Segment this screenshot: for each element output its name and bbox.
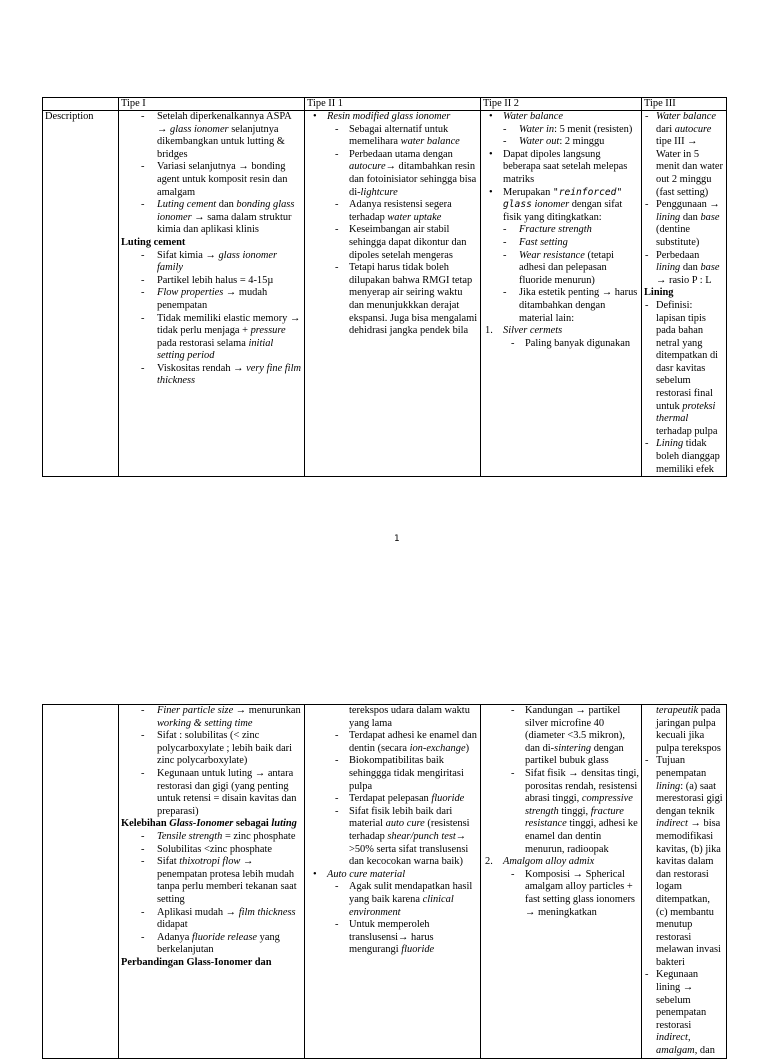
list-item: - Fast setting (483, 237, 639, 250)
list-item: - Kegunaan lining → sebelum penempatan restorasi indirect, amalgam, dan (644, 969, 724, 1057)
list-item: - Komposisi → Spherical amalgam alloy particles + fast setting glass ionomers → meningkatkan (483, 869, 639, 919)
tipe-i-cont-list (121, 705, 302, 969)
list-item: - Solubilitas <zinc phosphate (121, 844, 302, 857)
list-item: - Water balance dari autocure tipe III → Water in 5 menit dan water out 2 minggu (fast setting) (644, 111, 724, 199)
list-item: - Sebagai alternatif untuk memelihara water balance (307, 124, 478, 149)
list-item: - Sifat kimia → glass ionomer family (121, 250, 302, 275)
tipe-ii-1-list (307, 111, 478, 338)
list-item: - Biokompatibilitas baik sehinggga tidak mengiritasi pulpa (307, 755, 478, 793)
tipe-iii-cont-list (644, 705, 724, 1058)
row-label-empty (43, 705, 119, 1059)
list-item: - Paling banyak digunakan (483, 338, 639, 351)
tipe-ii-2-list (483, 111, 639, 350)
tipe-i-list (121, 111, 302, 388)
list-item: - Water in: 5 menit (resisten) (483, 124, 639, 137)
cell-tipe-ii-2-cont (481, 705, 642, 1059)
list-item: - Sifat : solubilitas (< zinc polycarboxylate ; lebih baik dari zinc polycarboxylate) (121, 730, 302, 768)
list-item: - Water out: 2 minggu (483, 136, 639, 149)
list-item: • Water balance (483, 111, 639, 124)
list-item: - Partikel lebih halus = 4-15µ (121, 275, 302, 288)
list-item: Luting cement (121, 236, 186, 248)
list-item: - Sifat thixotropi flow → penempatan protesa lebih mudah tanpa perlu memberi tekanan saat setting (121, 856, 302, 906)
header-tipe-ii-2: Tipe II 2 (481, 98, 642, 111)
list-item: - Tensile strength = zinc phosphate (121, 831, 302, 844)
cell-tipe-iii (642, 111, 727, 477)
cell-tipe-i-cont (119, 705, 305, 1059)
header-tipe-ii-1: Tipe II 1 (305, 98, 481, 111)
list-item: - Keseimbangan air stabil sehingga dapat dikontur dan dipoles setelah mengeras (307, 224, 478, 262)
list-item: Lining (644, 287, 674, 299)
list-item: - Kegunaan untuk luting → antara restorasi dan gigi (yang penting untuk retensi = disain kavitas dan preparasi) (121, 768, 302, 818)
list-item: - Perbedaan utama dengan autocure→ ditambahkan resin dan fotoinisiator sehingga bisa di-lightcure (307, 149, 478, 199)
list-item: - Variasi selanjutnya → bonding agent untuk komposit resin dan amalgam (121, 161, 302, 199)
list-item: - Terdapat adhesi ke enamel dan dentin (secara ion-exchange) (307, 730, 478, 755)
page-number: 1 (394, 534, 400, 544)
list-item: - Untuk memperoleh translusensi→ harus mengurangi fluoride (307, 919, 478, 957)
list-item: - Setelah diperkenalkannya ASPA → glass ionomer selanjutnya dikembangkan untuk lutting & bridges (121, 111, 302, 161)
list-item: - Tidak memiliki elastic memory → tidak perlu menjaga + pressure pada restorasi selama initial setting period (121, 313, 302, 363)
row-label-description: Description (43, 111, 119, 477)
list-item: - Aplikasi mudah → film thickness didapat (121, 907, 302, 932)
comparison-table-page-1 (42, 97, 727, 477)
list-item: - Finer particle size → menurunkan working & setting time (121, 705, 302, 730)
list-item: - Viskositas rendah → very fine film thickness (121, 363, 302, 388)
tipe-iii-list (644, 111, 724, 476)
list-item: - Tetapi harus tidak boleh dilupakan bahwa RMGI tetap menyerap air seiring waktu dan menunjukkkan derajat ekspansi. Juga bisa mengalami dehidrasi jangka pendek bila (307, 262, 478, 338)
header-tipe-iii: Tipe III (642, 98, 727, 111)
list-item: • Resin modified glass ionomer (307, 111, 478, 124)
list-item: - Sifat fisik → densitas tingi, porositas rendah, resistensi abrasi tinggi, compressive strength tinggi, fracture resistance tinggi, adhesi ke enamel dan dentin menurun, radioopak (483, 768, 639, 856)
list-item: • Dapat dipoles langsung beberapa saat setelah melepas matriks (483, 149, 639, 187)
list-item: - Luting cement dan bonding glass ionomer → sama dalam struktur kimia dan aplikasi klinis (121, 199, 302, 237)
cell-tipe-iii-cont (642, 705, 727, 1059)
list-item: terapeutik pada jaringan pulpa kecuali jika pulpa terekspos (656, 705, 721, 754)
table-header-row (43, 98, 727, 111)
list-item: - Tujuan penempatan lining: (a) saat merestorasi gigi dengan teknik indirect → bisa memodifikasi kavitas, (b) jika kavitas dalam dan restorasi logam ditempatkan, (c) membantu menutup restorasi melawan invasi bakteri (644, 755, 724, 969)
list-item: - Wear resistance (tetapi adhesi dan pelepasan fluoride menurun) (483, 250, 639, 288)
list-item: - Definisi: lapisan tipis pada bahan netral yang ditempatkan di dasr kavitas sebelum restorasi final untuk proteksi thermal terhadap pulpa (644, 300, 724, 439)
comparison-table-page-2 (42, 704, 727, 1059)
list-number: 1. (485, 325, 493, 337)
list-item: - Kandungan → partikel silver microfine 40 (diameter <3.5 mikron), dan di-sintering dengan partikel bubuk glass (483, 705, 639, 768)
list-item: - Perbedaan lining dan base → rasio P : L (644, 250, 724, 288)
document-page-2 (0, 704, 768, 1057)
list-number: 2. (485, 856, 493, 868)
list-item: 1. Silver cermets (485, 325, 563, 337)
list-item: - Jika estetik penting → harus ditambahkan dengan material lain: (483, 287, 639, 325)
list-item: Kelebihan Glass-Ionomer sebagai luting (121, 818, 297, 830)
cell-tipe-ii-2 (481, 111, 642, 477)
cell-tipe-i (119, 111, 305, 477)
list-item: • Merupakan "reinforced" glass ionomer dengan sifat fisik yang ditingkatkan: (483, 187, 639, 225)
header-tipe-i: Tipe I (119, 98, 305, 111)
list-item: - Sifat fisik lebih baik dari material auto cure (resistensi terhadap shear/punch test→ >50% serta sifat translusensi dan kecocokan warna baik) (307, 806, 478, 869)
list-item: - Penggunaan → lining dan base (dentine substitute) (644, 199, 724, 249)
list-item: - Adanya fluoride release yang berkelanjutan (121, 932, 302, 957)
list-item: 2. Amalgom alloy admix (485, 856, 595, 868)
list-item: terekspos udara dalam waktu yang lama (349, 705, 470, 729)
tipe-ii-2-cont-list (483, 705, 639, 919)
tipe-ii-1-cont-list (307, 705, 478, 957)
list-item: • Auto cure material (307, 869, 478, 882)
list-item: - Fracture strength (483, 224, 639, 237)
list-item: - Adanya resistensi segera terhadap water uptake (307, 199, 478, 224)
list-item: - Lining tidak boleh dianggap memiliki efek (644, 438, 724, 476)
cell-tipe-ii-1-cont (305, 705, 481, 1059)
header-empty-cell (43, 98, 119, 111)
continuation-row (43, 705, 727, 1059)
list-item: Perbandingan Glass-Ionomer dan (121, 956, 272, 968)
list-item: - Agak sulit mendapatkan hasil yang baik karena clinical environment (307, 881, 478, 919)
description-row (43, 111, 727, 477)
cell-tipe-ii-1 (305, 111, 481, 477)
list-item: - Terdapat pelepasan fluoride (307, 793, 478, 806)
list-item: - Flow properties → mudah penempatan (121, 287, 302, 312)
